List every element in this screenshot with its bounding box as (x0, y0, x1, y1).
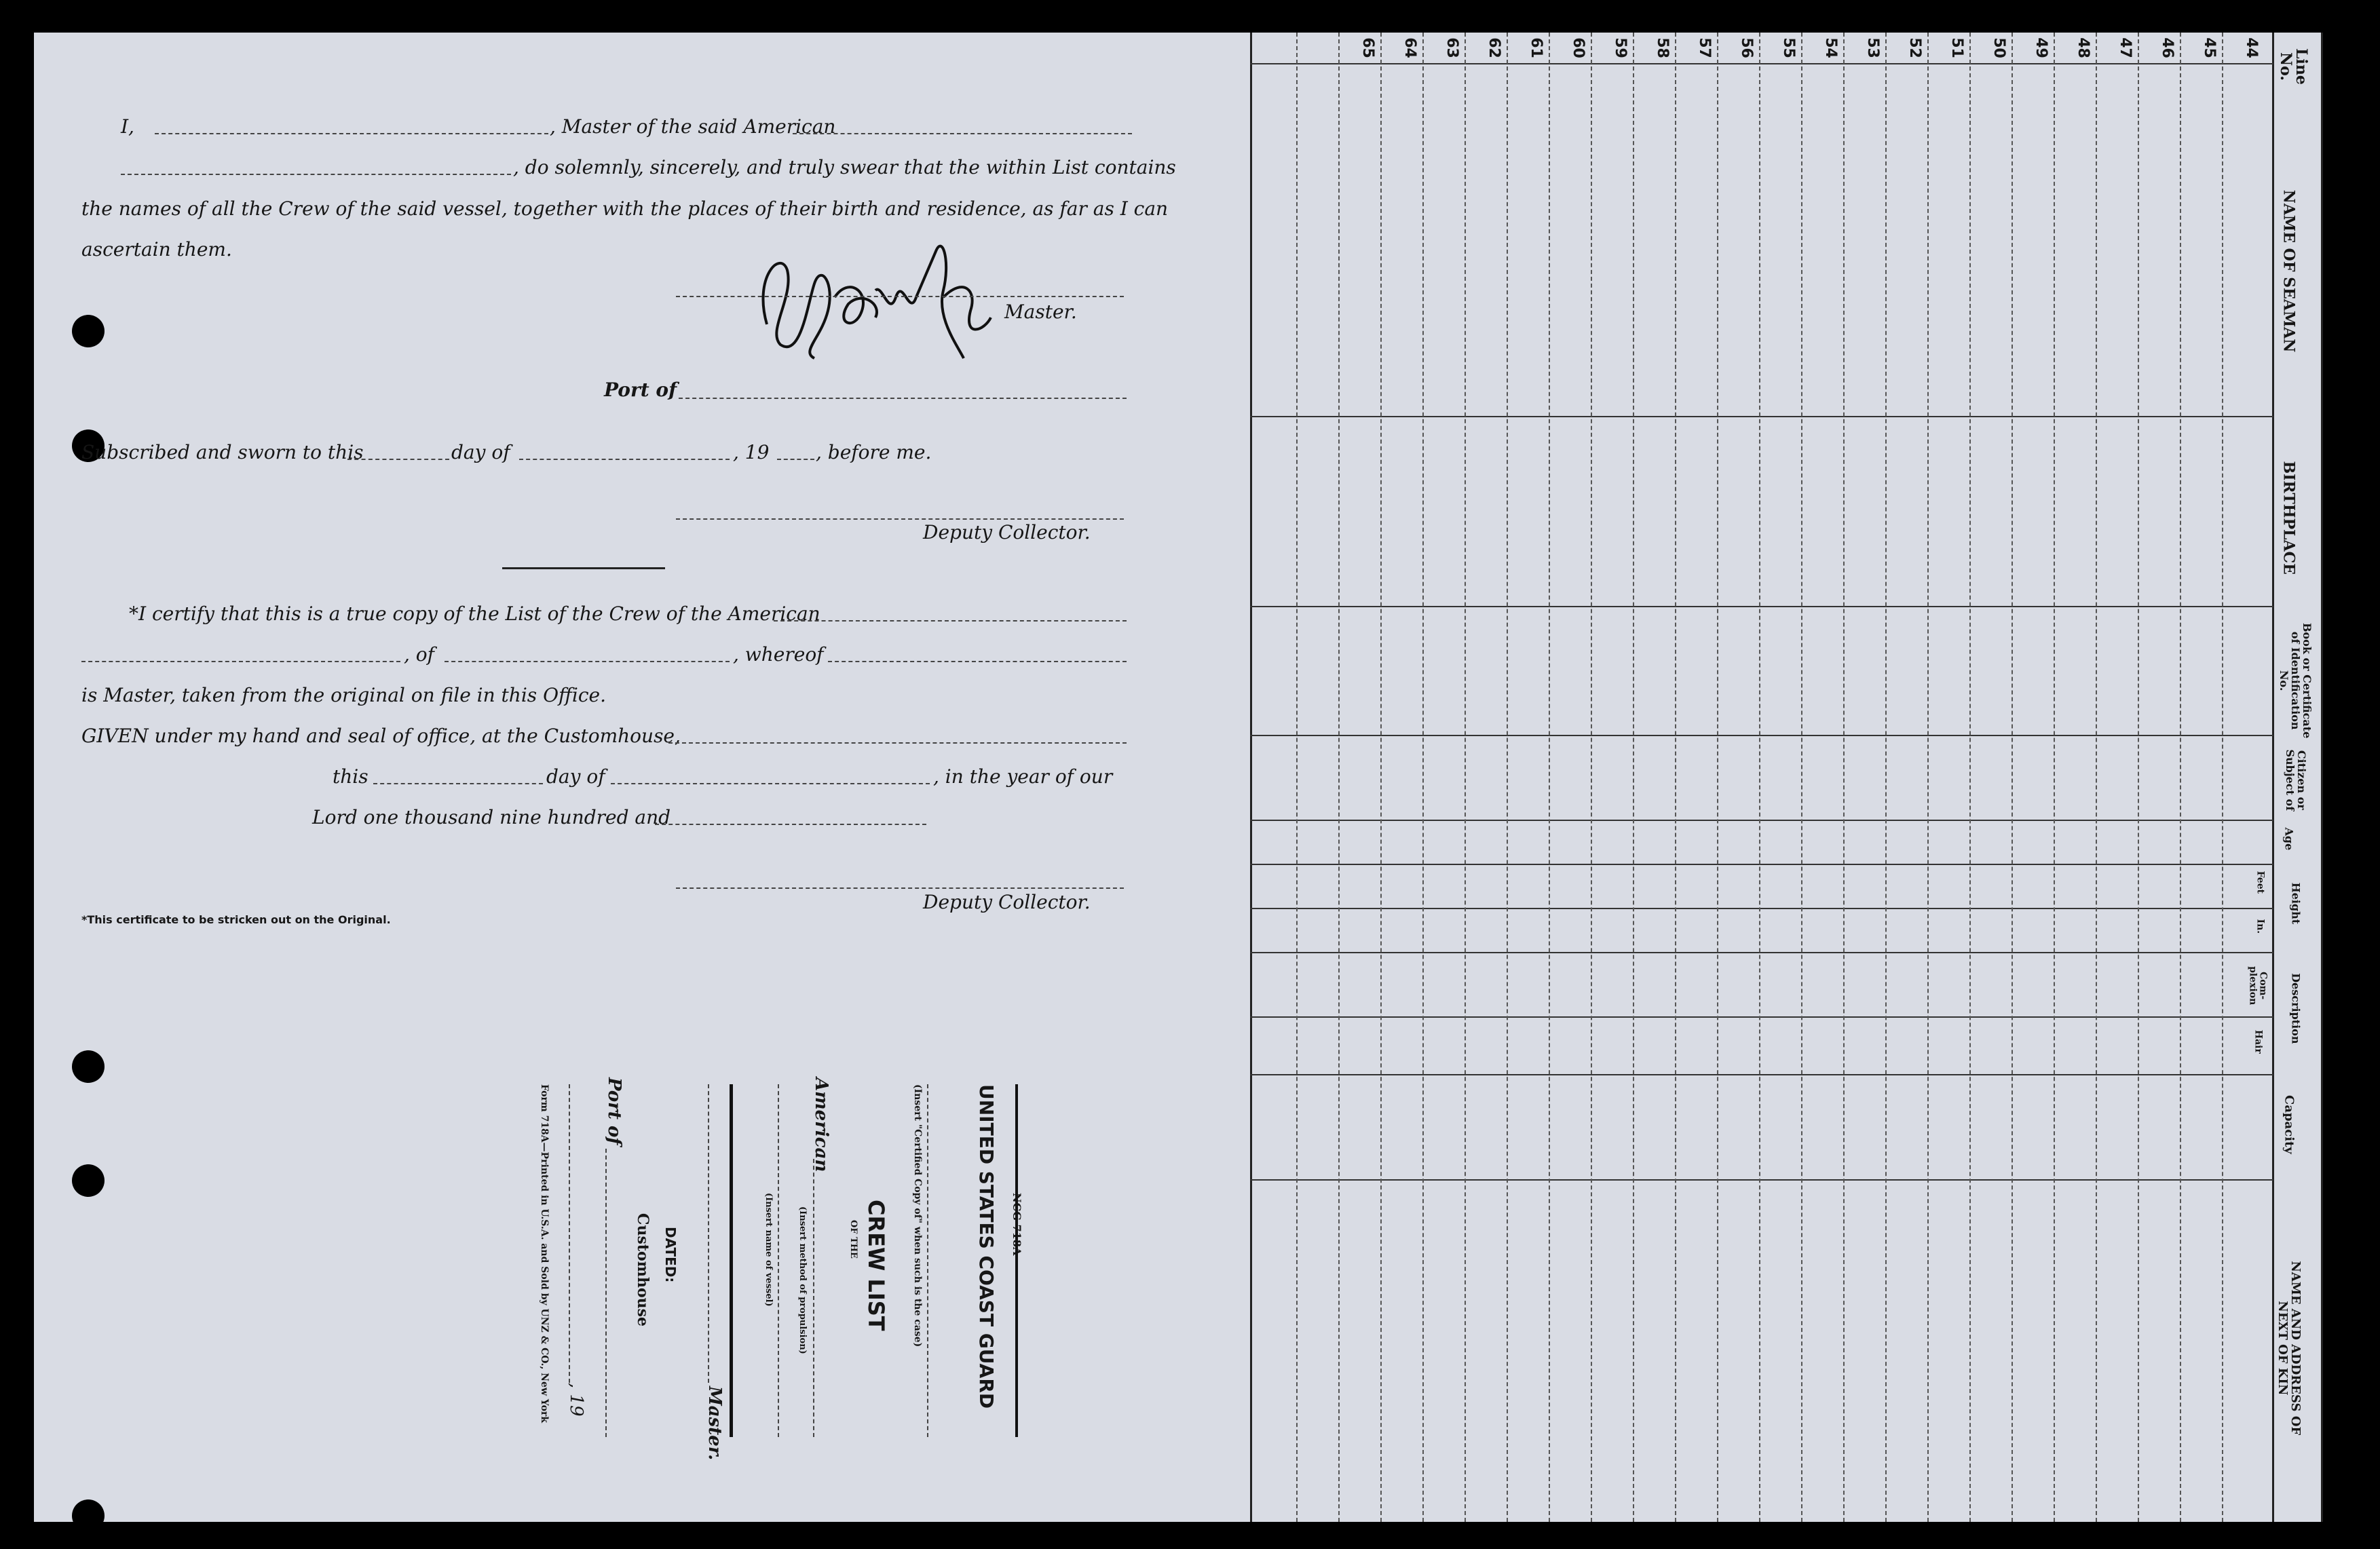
header-capacity: Capacity (2282, 1095, 2297, 1154)
oath-ascertain: ascertain them. (81, 238, 232, 261)
certify-text: *I certify that this is a true copy of the List of the Crew of the American (129, 603, 820, 625)
header-citizen: Citizen or Subject of (2284, 749, 2308, 811)
cover-insert-vessel: (Insert name of vessel) (763, 1193, 774, 1307)
header-next-of-kin: NAME AND ADDRESS OF NEXT OF KIN (2275, 1261, 2303, 1436)
cover-certified-field[interactable] (927, 1084, 928, 1437)
master-label: Master. (1004, 301, 1077, 323)
certify-vessel-name-field[interactable] (81, 661, 400, 662)
cover-printer: Form 718A—Printed in U.S.A. and Sold by UNZ & CO., New York (539, 1084, 550, 1423)
line-no: 54 (1821, 37, 1839, 58)
crew-table (1250, 33, 2321, 1522)
subscribed-month-field[interactable] (519, 459, 730, 460)
certify-master-field[interactable] (828, 661, 1127, 662)
cover-agency: UNITED STATES COAST GUARD (975, 1084, 998, 1409)
port-of-label: Port of (604, 379, 677, 401)
header-feet: Feet (2254, 871, 2266, 894)
line-no: 48 (2074, 37, 2092, 58)
line-no: 59 (1611, 37, 1629, 58)
header-hair: Hair (2252, 1029, 2264, 1054)
punch-hole (72, 315, 105, 347)
line-no: 44 (2242, 37, 2260, 58)
cover-master-rule (730, 1084, 733, 1437)
header-complexion: Com-plexion (2248, 966, 2269, 1006)
line-no: 52 (1906, 37, 1923, 58)
cover-panel (109, 1077, 1023, 1518)
cover-form-no: NCG 718A (1010, 1193, 1023, 1256)
certify-home-port-field[interactable] (445, 661, 730, 662)
certify-is-master: is Master, taken from the original on file in this Office. (81, 684, 606, 706)
cover-title: CREW LIST (863, 1200, 889, 1331)
line-no: 61 (1527, 37, 1545, 58)
certify-year-field[interactable] (655, 824, 926, 825)
cover-insert-propulsion: (Insert method of propulsion) (797, 1206, 808, 1354)
certify-month-field[interactable] (611, 783, 930, 784)
deputy-signature-line-1[interactable] (676, 518, 1124, 520)
certify-this: this (333, 765, 369, 788)
cover-date-field[interactable] (569, 1084, 570, 1383)
col-divider (1250, 820, 2273, 821)
line-no: 45 (2200, 37, 2218, 58)
line-no: 49 (2032, 37, 2050, 58)
col-divider (1250, 864, 2273, 865)
header-description: Description (2289, 973, 2303, 1044)
certify-day-field[interactable] (373, 783, 543, 784)
certify-given: GIVEN under my hand and seal of office, at the Customhouse, (81, 725, 681, 747)
subscribed-day-of: day of (451, 441, 510, 463)
punch-hole (72, 1050, 105, 1083)
section-divider (502, 567, 665, 569)
line-no: 60 (1569, 37, 1587, 58)
line-no: 56 (1737, 37, 1755, 58)
cover-customhouse: Customhouse (634, 1213, 651, 1327)
certify-lord: Lord one thousand nine hundred and (312, 806, 671, 828)
cover-port-field[interactable] (605, 1149, 607, 1437)
oath-master-of-american: , Master of the said American (550, 115, 836, 138)
master-name-field[interactable] (155, 133, 548, 134)
line-no: 63 (1443, 37, 1460, 58)
cover-master: Master. (704, 1386, 725, 1461)
cover-of-the: OF THE (848, 1220, 858, 1259)
subscribed-19: , 19 (733, 441, 770, 463)
line-no: 57 (1695, 37, 1713, 58)
oath-i: I, (121, 115, 134, 138)
cover-master-field[interactable] (708, 1084, 709, 1383)
line-no: 51 (1948, 37, 1965, 58)
oath-crew-text: the names of all the Crew of the said vessel, together with the places of their birth and residence, as far as I can (81, 197, 1169, 220)
deputy-collector-label-1: Deputy Collector. (923, 521, 1091, 543)
cover-american: American (811, 1077, 831, 1172)
cover-top-rule (1015, 1084, 1018, 1437)
header-name-of-seaman: NAME OF SEAMAN (2280, 189, 2298, 353)
subscribed-before-me: , before me. (816, 441, 932, 463)
col-divider (1250, 908, 2273, 909)
subscribed-year-field[interactable] (777, 459, 814, 460)
header-line-no: Line No. (2276, 48, 2310, 85)
punch-hole (72, 1499, 105, 1532)
header-birthplace: BIRTHPLACE (2280, 461, 2298, 575)
punch-hole (72, 1164, 105, 1197)
port-field[interactable] (679, 398, 1127, 399)
header-book: Book or Certificate of Identification No. (2278, 623, 2314, 739)
col-divider (1250, 1016, 2273, 1018)
col-divider (1250, 606, 2273, 607)
certify-vessel-type-field[interactable] (774, 620, 1127, 621)
cover-insert-certified: (Insert "Certified Copy of" when such is the case) (912, 1084, 923, 1347)
vessel-type-field[interactable] (793, 133, 1132, 134)
col-divider (1250, 1074, 2273, 1075)
certificate-footnote: *This certificate to be stricken out on the Original. (81, 913, 391, 926)
line-no: 58 (1653, 37, 1671, 58)
header-rule (1250, 63, 2273, 64)
col-divider (1250, 952, 2273, 953)
header-inches: In. (2254, 919, 2266, 934)
certify-year-of-our: , in the year of our (933, 765, 1113, 788)
deputy-collector-label-2: Deputy Collector. (923, 891, 1091, 913)
cover-vessel-field[interactable] (778, 1084, 779, 1437)
customhouse-field[interactable] (668, 742, 1127, 744)
line-no: 47 (2116, 37, 2134, 58)
line-no: 50 (1990, 37, 2007, 58)
subscribed-day-field[interactable] (347, 459, 449, 460)
certify-of: , of (404, 643, 435, 666)
header-height: Height (2289, 882, 2303, 925)
cover-propulsion-field[interactable] (813, 1159, 814, 1437)
col-divider (1250, 735, 2273, 736)
cover-year: , 19 (566, 1383, 586, 1417)
col-divider (1250, 1179, 2273, 1181)
subscribed-text: Subscribed and sworn to this (81, 441, 364, 463)
cover-port-of: Port of (604, 1077, 624, 1145)
cover-dated: DATED: (662, 1227, 679, 1283)
oath-swear-text: , do solemnly, sincerely, and truly swear that the within List contains (513, 156, 1176, 178)
vessel-name-field[interactable] (121, 174, 511, 175)
line-no: 64 (1401, 37, 1418, 58)
line-no: 46 (2158, 37, 2176, 58)
master-signature (740, 223, 1011, 372)
line-no: 53 (1864, 37, 1881, 58)
line-no: 55 (1779, 37, 1797, 58)
col-divider (1250, 416, 2273, 417)
header-age: Age (2282, 827, 2296, 851)
certify-day-of: day of (546, 765, 605, 788)
line-no: 65 (1359, 37, 1376, 58)
certify-whereof: , whereof (733, 643, 824, 666)
master-signature-line[interactable] (676, 296, 1124, 297)
deputy-signature-line-2[interactable] (676, 887, 1124, 889)
form-page (34, 33, 2321, 1522)
line-no: 62 (1485, 37, 1503, 58)
